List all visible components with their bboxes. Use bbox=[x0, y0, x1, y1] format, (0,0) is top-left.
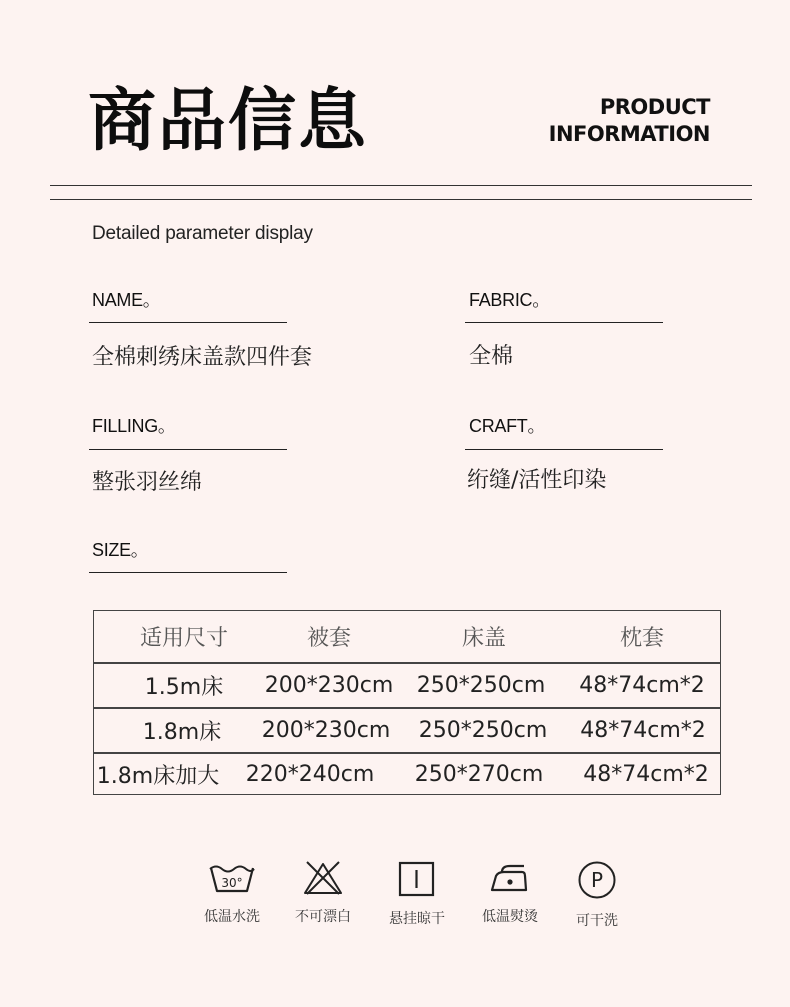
care-label: 悬挂晾干 bbox=[389, 911, 445, 927]
table-cell: 1.8m床 bbox=[142, 720, 222, 745]
care-item-hang-dry bbox=[377, 860, 457, 928]
page-title-english bbox=[549, 94, 710, 148]
table-header-row bbox=[94, 611, 720, 662]
table-header-cell: 床盖 bbox=[461, 626, 506, 651]
fabric-underline bbox=[465, 322, 663, 323]
title-en-line2: INFORMATION bbox=[548, 122, 710, 146]
filling-underline bbox=[89, 449, 287, 450]
craft-underline bbox=[465, 449, 663, 450]
table-header-cell: 被套 bbox=[306, 626, 351, 651]
hang-dry-icon bbox=[397, 860, 437, 898]
care-label: 低温熨烫 bbox=[482, 909, 538, 925]
craft-value: 绗缝/活性印染 bbox=[467, 468, 607, 493]
table-cell: 1.8m床加大 bbox=[96, 764, 220, 789]
name-value: 全棉刺绣床盖款四件套 bbox=[92, 345, 313, 370]
table-cell: 48*74cm*2 bbox=[579, 673, 705, 698]
filling-value: 整张羽丝绵 bbox=[92, 470, 203, 495]
care-item-no-bleach bbox=[283, 860, 363, 926]
care-item-dry-clean bbox=[557, 860, 637, 930]
fabric-label: FABRIC。 bbox=[469, 290, 550, 310]
title-en-line1: PRODUCT bbox=[599, 95, 710, 119]
table-row bbox=[94, 664, 720, 707]
dry-clean-icon bbox=[576, 860, 618, 900]
table-cell: 220*240cm bbox=[245, 762, 375, 787]
care-label: 可干洗 bbox=[576, 913, 618, 929]
name-underline bbox=[89, 322, 287, 323]
care-label: 低温水洗 bbox=[204, 909, 260, 925]
table-row bbox=[94, 754, 720, 795]
table-header-cell: 枕套 bbox=[619, 626, 664, 651]
size-underline bbox=[89, 572, 287, 573]
no-bleach-icon bbox=[301, 860, 345, 896]
care-item-wash bbox=[192, 860, 272, 926]
size-label: SIZE。 bbox=[92, 540, 149, 560]
dry-clean-letter: P bbox=[590, 868, 604, 892]
low-iron-icon bbox=[488, 860, 532, 896]
table-cell: 250*250cm bbox=[418, 718, 548, 743]
table-cell: 1.5m床 bbox=[144, 675, 224, 700]
table-cell: 48*74cm*2 bbox=[580, 718, 706, 743]
page-title: 商品信息 bbox=[88, 81, 369, 161]
table-cell: 200*230cm bbox=[264, 673, 394, 698]
care-item-low-iron bbox=[470, 860, 550, 926]
size-table bbox=[93, 610, 721, 795]
name-label: NAME。 bbox=[92, 290, 161, 310]
table-header-cell: 适用尺寸 bbox=[139, 626, 228, 651]
header-divider-bottom bbox=[50, 199, 752, 200]
filling-label: FILLING。 bbox=[92, 416, 176, 436]
section-subtitle: Detailed parameter display bbox=[92, 223, 313, 244]
fabric-value: 全棉 bbox=[469, 344, 514, 369]
craft-label: CRAFT。 bbox=[469, 416, 546, 436]
header-divider-top bbox=[50, 185, 752, 186]
table-row bbox=[94, 709, 720, 752]
care-label: 不可漂白 bbox=[295, 909, 351, 925]
table-cell: 48*74cm*2 bbox=[583, 762, 709, 787]
table-cell: 250*250cm bbox=[416, 673, 546, 698]
wash-30-icon bbox=[208, 860, 256, 896]
wash-temperature: 30° bbox=[221, 876, 243, 890]
table-cell: 200*230cm bbox=[261, 718, 391, 743]
table-cell: 250*270cm bbox=[414, 762, 544, 787]
